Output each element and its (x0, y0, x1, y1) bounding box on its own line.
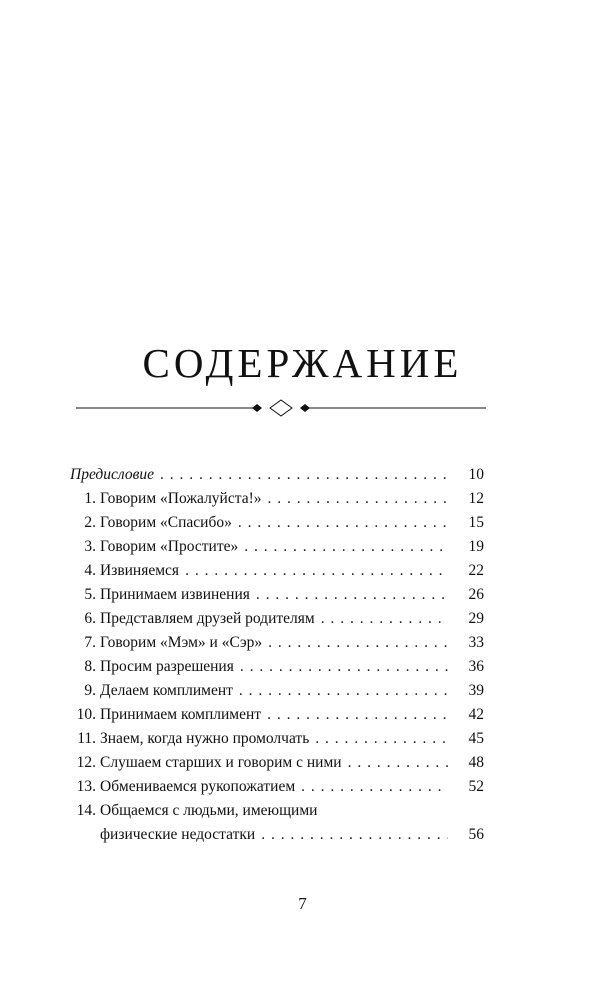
toc-leader-dots (301, 775, 448, 799)
toc-leader-dots (321, 607, 448, 631)
toc-page-number: 22 (468, 562, 484, 579)
toc-label: Делаем комплимент (100, 682, 233, 699)
toc-item-number: 13. (76, 778, 96, 795)
toc-label: Говорим «Мэм» и «Сэр» (100, 634, 263, 651)
page-number: 7 (298, 894, 307, 913)
toc-row[interactable] (70, 703, 484, 727)
toc-page-number: 45 (468, 730, 484, 747)
toc-row-multiline[interactable] (70, 799, 484, 847)
toc-leader-dots (240, 655, 448, 679)
toc-row[interactable] (70, 631, 484, 655)
toc-label: Извиняемся (100, 562, 180, 579)
toc-page-number: 19 (468, 538, 484, 555)
toc-leader-dots (315, 727, 448, 751)
toc-label: Просим разрешения (100, 658, 234, 675)
toc-page-number: 29 (468, 610, 484, 627)
toc-leader-dots (268, 487, 449, 511)
toc-row[interactable] (70, 727, 484, 751)
toc-page-number: 12 (468, 490, 484, 507)
toc-label-line1: Общаемся с людьми, имеющими (100, 802, 318, 819)
toc-row[interactable] (70, 535, 484, 559)
toc-row[interactable] (70, 559, 484, 583)
toc-label: Принимаем извинения (100, 586, 250, 603)
toc-item-number: 10. (76, 706, 96, 723)
toc-row[interactable] (70, 751, 484, 775)
toc-page-number: 36 (468, 658, 484, 675)
toc-leader-dots (160, 463, 448, 487)
toc-label: Принимаем комплимент (100, 706, 262, 723)
toc-leader-dots (348, 751, 448, 775)
toc-page-number: 56 (468, 826, 484, 843)
toc-leader-dots (268, 631, 448, 655)
toc-leader-dots (267, 703, 448, 727)
toc-leader-dots (185, 559, 448, 583)
toc-item-number: 14. (76, 802, 96, 819)
diamond-left (252, 404, 262, 412)
toc-page-number: 39 (468, 682, 484, 699)
toc-leader-dots (261, 823, 448, 847)
toc-row-preface[interactable] (70, 463, 484, 487)
toc-label: Говорим «Пожалуйста!» (100, 490, 262, 507)
toc-item-number: 6. (84, 610, 96, 627)
toc-leader-dots (256, 583, 448, 607)
table-of-contents (70, 463, 484, 847)
toc-label: Знаем, когда нужно промолчать (100, 730, 310, 747)
toc-label: Предисловие (70, 466, 154, 483)
diamond-center (270, 400, 292, 416)
toc-page-number: 42 (468, 706, 484, 723)
toc-item-number: 4. (84, 562, 96, 579)
toc-label: Говорим «Простите» (100, 538, 239, 555)
toc-item-number: 5. (84, 586, 96, 603)
toc-label-line2: физические недостатки (100, 826, 256, 843)
toc-page-number: 33 (468, 634, 484, 651)
toc-leader-dots (238, 511, 448, 535)
toc-item-number: 2. (84, 514, 96, 531)
toc-item-number: 12. (76, 754, 96, 771)
toc-row[interactable] (70, 487, 484, 511)
toc-label: Представляем друзей родителям (100, 610, 315, 627)
toc-label: Слушаем старших и говорим с ними (100, 754, 342, 771)
toc-row[interactable] (70, 583, 484, 607)
toc-row[interactable] (70, 679, 484, 703)
toc-item-number: 7. (84, 634, 96, 651)
toc-row[interactable] (70, 511, 484, 535)
toc-item-number: 3. (84, 538, 96, 555)
divider-ornament (76, 398, 486, 418)
toc-page-number: 15 (468, 514, 484, 531)
toc-page-number: 52 (468, 778, 484, 795)
toc-page-number: 48 (468, 754, 484, 771)
toc-label: Обмениваемся рукопожатием (100, 778, 296, 795)
toc-item-number: 1. (84, 490, 96, 507)
toc-leader-dots (239, 679, 448, 703)
toc-page-number: 26 (468, 586, 484, 603)
toc-page-number: 10 (468, 466, 484, 483)
toc-item-number: 9. (84, 682, 96, 699)
toc-leader-dots (244, 535, 448, 559)
page-title: СОДЕРЖАНИЕ (142, 340, 463, 386)
toc-label: Говорим «Спасибо» (100, 514, 232, 531)
toc-row[interactable] (70, 775, 484, 799)
toc-item-number: 8. (84, 658, 96, 675)
toc-row[interactable] (70, 655, 484, 679)
toc-row[interactable] (70, 607, 484, 631)
toc-item-number: 11. (77, 730, 96, 747)
